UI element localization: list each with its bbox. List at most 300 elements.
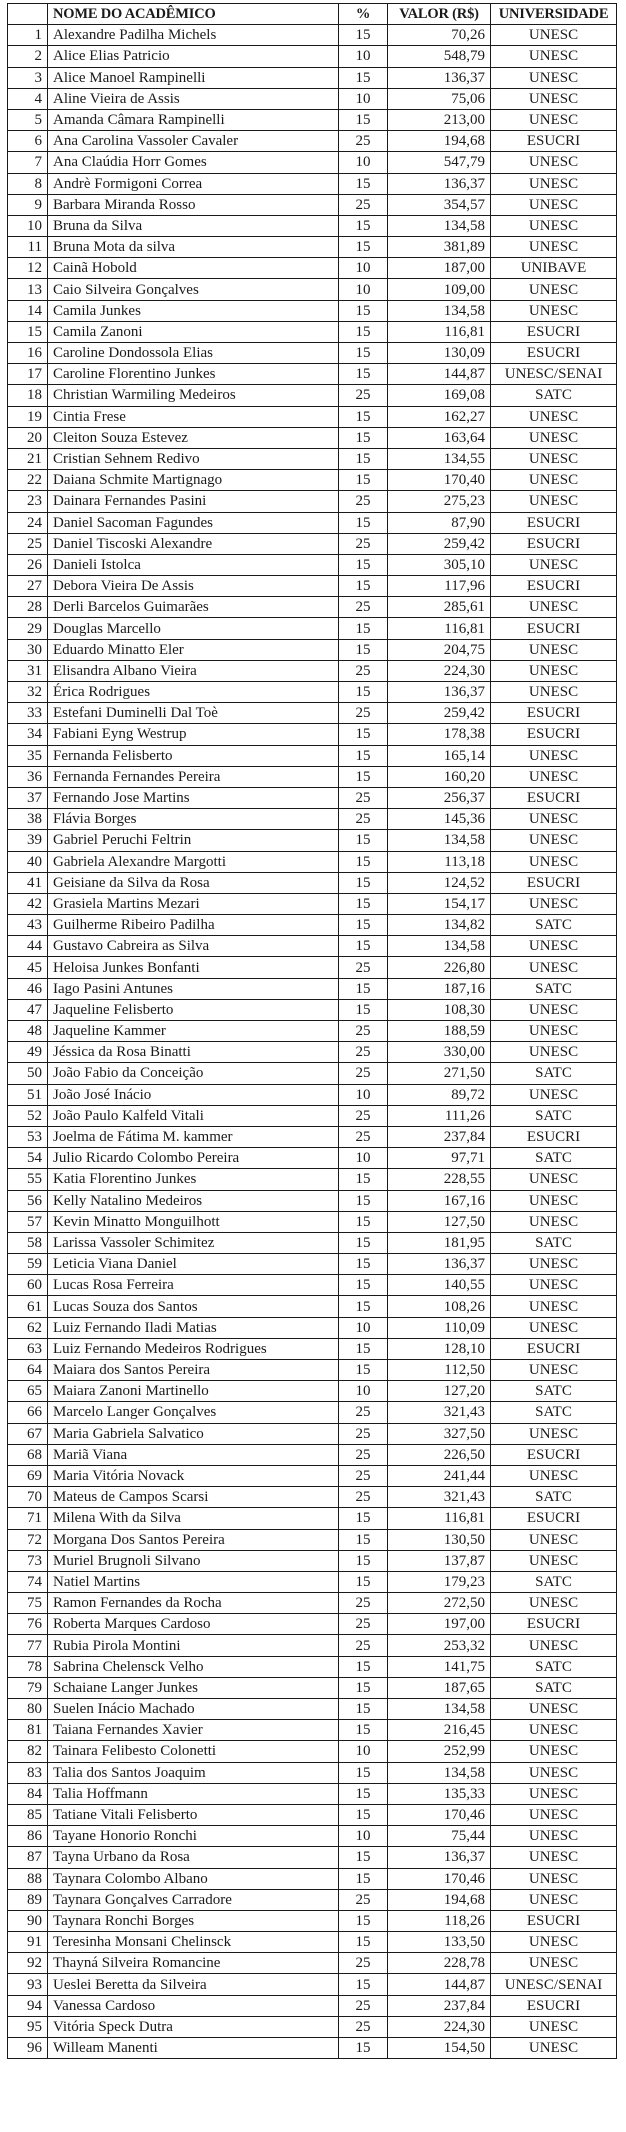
discount-percent: 25 — [339, 1889, 388, 1910]
amount-value: 144,87 — [388, 1974, 491, 1995]
student-name: Ana Claúdia Horr Gomes — [48, 152, 339, 173]
table-row — [8, 406, 617, 427]
amount-value: 118,26 — [388, 1910, 491, 1931]
university-name: UNESC — [491, 1741, 617, 1762]
amount-value: 167,16 — [388, 1190, 491, 1211]
university-name: UNESC — [491, 597, 617, 618]
row-number: 21 — [8, 448, 48, 469]
discount-percent: 15 — [339, 470, 388, 491]
table-header — [8, 4, 617, 25]
amount-value: 87,90 — [388, 512, 491, 533]
row-number: 55 — [8, 1169, 48, 1190]
discount-percent: 15 — [339, 512, 388, 533]
student-name: Lucas Souza dos Santos — [48, 1296, 339, 1317]
row-number: 20 — [8, 427, 48, 448]
discount-percent: 15 — [339, 830, 388, 851]
student-name: Maria Gabriela Salvatico — [48, 1423, 339, 1444]
university-name: UNESC — [491, 554, 617, 575]
discount-percent: 25 — [339, 787, 388, 808]
row-number: 83 — [8, 1762, 48, 1783]
university-name: ESUCRI — [491, 576, 617, 597]
discount-percent: 25 — [339, 1021, 388, 1042]
row-number: 72 — [8, 1529, 48, 1550]
student-name: Flávia Borges — [48, 809, 339, 830]
student-name: Caroline Florentino Junkes — [48, 364, 339, 385]
row-number: 16 — [8, 343, 48, 364]
student-name: Vanessa Cardoso — [48, 1995, 339, 2016]
table-row — [8, 470, 617, 491]
discount-percent: 25 — [339, 660, 388, 681]
university-name: UNESC — [491, 957, 617, 978]
amount-value: 188,59 — [388, 1021, 491, 1042]
university-name: UNESC — [491, 491, 617, 512]
student-name: Ramon Fernandes da Rocha — [48, 1593, 339, 1614]
discount-percent: 25 — [339, 1105, 388, 1126]
amount-value: 113,18 — [388, 851, 491, 872]
university-name: UNESC — [491, 427, 617, 448]
discount-percent: 10 — [339, 1148, 388, 1169]
table-row — [8, 1487, 617, 1508]
amount-value: 130,50 — [388, 1529, 491, 1550]
student-name: Teresinha Monsani Chelinsck — [48, 1932, 339, 1953]
amount-value: 145,36 — [388, 809, 491, 830]
discount-percent: 15 — [339, 1974, 388, 1995]
student-name: Taiana Fernandes Xavier — [48, 1720, 339, 1741]
student-name: Roberta Marques Cardoso — [48, 1614, 339, 1635]
table-row — [8, 809, 617, 830]
amount-value: 194,68 — [388, 131, 491, 152]
student-name: Érica Rodrigues — [48, 682, 339, 703]
row-number: 60 — [8, 1275, 48, 1296]
student-name: Suelen Inácio Machado — [48, 1699, 339, 1720]
table-row — [8, 1211, 617, 1232]
university-name: UNESC — [491, 1868, 617, 1889]
row-number: 66 — [8, 1402, 48, 1423]
university-name: ESUCRI — [491, 1614, 617, 1635]
row-number: 68 — [8, 1444, 48, 1465]
university-name: UNESC — [491, 1635, 617, 1656]
student-name: Fernanda Felisberto — [48, 745, 339, 766]
student-name: Ueslei Beretta da Silveira — [48, 1974, 339, 1995]
discount-percent: 25 — [339, 131, 388, 152]
discount-percent: 15 — [339, 1677, 388, 1698]
table-row — [8, 1063, 617, 1084]
discount-percent: 15 — [339, 406, 388, 427]
student-name: Fabiani Eyng Westrup — [48, 724, 339, 745]
amount-value: 321,43 — [388, 1487, 491, 1508]
university-name: UNESC — [491, 237, 617, 258]
student-name: Aline Vieira de Assis — [48, 88, 339, 109]
amount-value: 127,20 — [388, 1381, 491, 1402]
university-name: UNESC — [491, 279, 617, 300]
university-name: UNESC — [491, 1211, 617, 1232]
row-number: 70 — [8, 1487, 48, 1508]
table-row — [8, 1741, 617, 1762]
student-name: Tainara Felibesto Colonetti — [48, 1741, 339, 1762]
table-row — [8, 1995, 617, 2016]
header-university: UNIVERSIDADE — [491, 4, 617, 25]
discount-percent: 15 — [339, 576, 388, 597]
table-row — [8, 1360, 617, 1381]
discount-percent: 15 — [339, 1910, 388, 1931]
row-number: 62 — [8, 1317, 48, 1338]
student-name: Maiara dos Santos Pereira — [48, 1360, 339, 1381]
discount-percent: 15 — [339, 893, 388, 914]
table-row — [8, 1465, 617, 1486]
amount-value: 170,40 — [388, 470, 491, 491]
amount-value: 354,57 — [388, 194, 491, 215]
student-name: Iago Pasini Antunes — [48, 978, 339, 999]
table-row — [8, 1953, 617, 1974]
discount-percent: 25 — [339, 385, 388, 406]
discount-percent: 15 — [339, 936, 388, 957]
amount-value: 163,64 — [388, 427, 491, 448]
student-name: Estefani Duminelli Dal Toè — [48, 703, 339, 724]
student-name: João Paulo Kalfeld Vitali — [48, 1105, 339, 1126]
row-number: 85 — [8, 1804, 48, 1825]
table-row — [8, 660, 617, 681]
university-name: UNESC — [491, 1423, 617, 1444]
row-number: 80 — [8, 1699, 48, 1720]
student-name: Thayná Silveira Romancine — [48, 1953, 339, 1974]
discount-percent: 15 — [339, 554, 388, 575]
row-number: 51 — [8, 1084, 48, 1105]
university-name: UNESC — [491, 448, 617, 469]
table-row — [8, 1593, 617, 1614]
row-number: 52 — [8, 1105, 48, 1126]
row-number: 11 — [8, 237, 48, 258]
table-row — [8, 1402, 617, 1423]
row-number: 91 — [8, 1932, 48, 1953]
university-name: UNESC — [491, 1826, 617, 1847]
university-name: ESUCRI — [491, 1444, 617, 1465]
discount-percent: 25 — [339, 1042, 388, 1063]
student-name: Bruna da Silva — [48, 215, 339, 236]
table-row — [8, 1826, 617, 1847]
university-name: UNESC — [491, 1021, 617, 1042]
student-name: Sabrina Chelensck Velho — [48, 1656, 339, 1677]
university-name: UNESC — [491, 999, 617, 1020]
discount-percent: 25 — [339, 1402, 388, 1423]
amount-value: 134,58 — [388, 1699, 491, 1720]
row-number: 90 — [8, 1910, 48, 1931]
row-number: 61 — [8, 1296, 48, 1317]
student-name: Rubia Pirola Montini — [48, 1635, 339, 1656]
university-name: UNESC — [491, 682, 617, 703]
discount-percent: 25 — [339, 1593, 388, 1614]
university-name: UNESC — [491, 745, 617, 766]
student-name: Talia Hoffmann — [48, 1783, 339, 1804]
row-number: 53 — [8, 1126, 48, 1147]
amount-value: 170,46 — [388, 1804, 491, 1825]
discount-percent: 25 — [339, 1953, 388, 1974]
student-name: Schaiane Langer Junkes — [48, 1677, 339, 1698]
table-row — [8, 533, 617, 554]
table-body — [8, 25, 617, 2059]
student-name: Jéssica da Rosa Binatti — [48, 1042, 339, 1063]
table-row — [8, 1932, 617, 1953]
row-number: 40 — [8, 851, 48, 872]
discount-percent: 25 — [339, 957, 388, 978]
discount-percent: 15 — [339, 1169, 388, 1190]
amount-value: 109,00 — [388, 279, 491, 300]
discount-percent: 15 — [339, 1190, 388, 1211]
discount-percent: 10 — [339, 152, 388, 173]
university-name: ESUCRI — [491, 1995, 617, 2016]
student-name: Larissa Vassoler Schimitez — [48, 1232, 339, 1253]
table-row — [8, 385, 617, 406]
table-row — [8, 936, 617, 957]
row-number: 86 — [8, 1826, 48, 1847]
student-name: Natiel Martins — [48, 1571, 339, 1592]
row-number: 34 — [8, 724, 48, 745]
table-row — [8, 46, 617, 67]
table-row — [8, 1190, 617, 1211]
amount-value: 181,95 — [388, 1232, 491, 1253]
amount-value: 144,87 — [388, 364, 491, 385]
university-name: UNIBAVE — [491, 258, 617, 279]
amount-value: 187,65 — [388, 1677, 491, 1698]
amount-value: 275,23 — [388, 491, 491, 512]
row-number: 39 — [8, 830, 48, 851]
student-name: Danieli Istolca — [48, 554, 339, 575]
amount-value: 237,84 — [388, 1995, 491, 2016]
university-name: ESUCRI — [491, 787, 617, 808]
amount-value: 272,50 — [388, 1593, 491, 1614]
amount-value: 237,84 — [388, 1126, 491, 1147]
discount-percent: 15 — [339, 872, 388, 893]
amount-value: 116,81 — [388, 1508, 491, 1529]
amount-value: 204,75 — [388, 639, 491, 660]
row-number: 87 — [8, 1847, 48, 1868]
student-name: Caroline Dondossola Elias — [48, 343, 339, 364]
row-number: 64 — [8, 1360, 48, 1381]
student-name: Taynara Ronchi Borges — [48, 1910, 339, 1931]
amount-value: 136,37 — [388, 1847, 491, 1868]
student-name: Fernanda Fernandes Pereira — [48, 766, 339, 787]
university-name: SATC — [491, 1402, 617, 1423]
university-name: UNESC — [491, 406, 617, 427]
amount-value: 259,42 — [388, 533, 491, 554]
row-number: 7 — [8, 152, 48, 173]
row-number: 5 — [8, 109, 48, 130]
discount-percent: 15 — [339, 1699, 388, 1720]
row-number: 32 — [8, 682, 48, 703]
row-number: 28 — [8, 597, 48, 618]
discount-percent: 25 — [339, 1126, 388, 1147]
amount-value: 70,26 — [388, 25, 491, 46]
row-number: 96 — [8, 2038, 48, 2059]
amount-value: 130,09 — [388, 343, 491, 364]
table-row — [8, 1783, 617, 1804]
student-name: Ana Carolina Vassoler Cavaler — [48, 131, 339, 152]
row-number: 67 — [8, 1423, 48, 1444]
student-name: Kevin Minatto Monguilhott — [48, 1211, 339, 1232]
university-name: UNESC — [491, 1889, 617, 1910]
university-name: UNESC — [491, 470, 617, 491]
student-name: Katia Florentino Junkes — [48, 1169, 339, 1190]
row-number: 49 — [8, 1042, 48, 1063]
discount-percent: 15 — [339, 300, 388, 321]
university-name: UNESC — [491, 215, 617, 236]
table-row — [8, 1126, 617, 1147]
discount-percent: 15 — [339, 364, 388, 385]
amount-value: 110,09 — [388, 1317, 491, 1338]
student-name: Jaqueline Felisberto — [48, 999, 339, 1020]
row-number: 24 — [8, 512, 48, 533]
row-number: 47 — [8, 999, 48, 1020]
discount-percent: 15 — [339, 745, 388, 766]
row-number: 1 — [8, 25, 48, 46]
university-name: ESUCRI — [491, 1338, 617, 1359]
row-number: 27 — [8, 576, 48, 597]
amount-value: 128,10 — [388, 1338, 491, 1359]
university-name: SATC — [491, 1677, 617, 1698]
university-name: UNESC — [491, 1550, 617, 1571]
amount-value: 170,46 — [388, 1868, 491, 1889]
row-number: 41 — [8, 872, 48, 893]
row-number: 50 — [8, 1063, 48, 1084]
amount-value: 136,37 — [388, 682, 491, 703]
row-number: 92 — [8, 1953, 48, 1974]
row-number: 10 — [8, 215, 48, 236]
amount-value: 111,26 — [388, 1105, 491, 1126]
student-name: Daniel Tiscoski Alexandre — [48, 533, 339, 554]
table-row — [8, 194, 617, 215]
amount-value: 194,68 — [388, 1889, 491, 1910]
university-name: UNESC — [491, 2038, 617, 2059]
university-name: UNESC/SENAI — [491, 1974, 617, 1995]
student-name: Tayna Urbano da Rosa — [48, 1847, 339, 1868]
table-row — [8, 512, 617, 533]
table-row — [8, 1762, 617, 1783]
amount-value: 133,50 — [388, 1932, 491, 1953]
row-number: 46 — [8, 978, 48, 999]
amount-value: 127,50 — [388, 1211, 491, 1232]
university-name: UNESC — [491, 109, 617, 130]
student-name: Kelly Natalino Medeiros — [48, 1190, 339, 1211]
student-name: Elisandra Albano Vieira — [48, 660, 339, 681]
amount-value: 124,52 — [388, 872, 491, 893]
row-number: 42 — [8, 893, 48, 914]
discount-percent: 25 — [339, 1487, 388, 1508]
table-row — [8, 25, 617, 46]
discount-percent: 15 — [339, 109, 388, 130]
discount-percent: 10 — [339, 1084, 388, 1105]
row-number: 17 — [8, 364, 48, 385]
amount-value: 154,17 — [388, 893, 491, 914]
header-student-name: NOME DO ACADÊMICO — [48, 4, 339, 25]
university-name: UNESC — [491, 1699, 617, 1720]
row-number: 88 — [8, 1868, 48, 1889]
table-row — [8, 88, 617, 109]
university-name: SATC — [491, 1063, 617, 1084]
discount-percent: 25 — [339, 703, 388, 724]
row-number: 84 — [8, 1783, 48, 1804]
discount-percent: 15 — [339, 999, 388, 1020]
university-name: UNESC — [491, 1169, 617, 1190]
amount-value: 97,71 — [388, 1148, 491, 1169]
university-name: UNESC — [491, 1847, 617, 1868]
student-name: Milena With da Silva — [48, 1508, 339, 1529]
discount-percent: 10 — [339, 88, 388, 109]
table-row — [8, 237, 617, 258]
discount-percent: 15 — [339, 1508, 388, 1529]
student-name: Gustavo Cabreira as Silva — [48, 936, 339, 957]
university-name: UNESC — [491, 893, 617, 914]
table-row — [8, 554, 617, 575]
amount-value: 134,82 — [388, 915, 491, 936]
amount-value: 187,16 — [388, 978, 491, 999]
table-row — [8, 893, 617, 914]
discount-percent: 15 — [339, 915, 388, 936]
discount-percent: 15 — [339, 1296, 388, 1317]
discount-percent: 15 — [339, 978, 388, 999]
amount-value: 241,44 — [388, 1465, 491, 1486]
discount-percent: 25 — [339, 1995, 388, 2016]
amount-value: 134,58 — [388, 1762, 491, 1783]
table-row — [8, 1275, 617, 1296]
amount-value: 136,37 — [388, 1254, 491, 1275]
discount-percent: 25 — [339, 491, 388, 512]
amount-value: 226,50 — [388, 1444, 491, 1465]
row-number: 59 — [8, 1254, 48, 1275]
discount-percent: 15 — [339, 1932, 388, 1953]
table-row — [8, 2038, 617, 2059]
amount-value: 135,33 — [388, 1783, 491, 1804]
amount-value: 548,79 — [388, 46, 491, 67]
university-name: UNESC — [491, 1296, 617, 1317]
row-number: 94 — [8, 1995, 48, 2016]
university-name: ESUCRI — [491, 533, 617, 554]
amount-value: 178,38 — [388, 724, 491, 745]
amount-value: 75,06 — [388, 88, 491, 109]
discount-percent: 25 — [339, 1423, 388, 1444]
row-number: 22 — [8, 470, 48, 491]
amount-value: 224,30 — [388, 660, 491, 681]
discount-percent: 25 — [339, 809, 388, 830]
table-row — [8, 215, 617, 236]
table-row — [8, 321, 617, 342]
row-number: 2 — [8, 46, 48, 67]
university-name: UNESC — [491, 660, 617, 681]
table-row — [8, 639, 617, 660]
student-name: Cristian Sehnem Redivo — [48, 448, 339, 469]
discount-percent: 25 — [339, 533, 388, 554]
table-row — [8, 1847, 617, 1868]
row-number: 89 — [8, 1889, 48, 1910]
row-number: 78 — [8, 1656, 48, 1677]
student-name: Andrè Formigoni Correa — [48, 173, 339, 194]
table-row — [8, 1042, 617, 1063]
row-number: 71 — [8, 1508, 48, 1529]
amount-value: 134,55 — [388, 448, 491, 469]
table-row — [8, 1338, 617, 1359]
discount-percent: 15 — [339, 1254, 388, 1275]
student-name: Vitória Speck Dutra — [48, 2016, 339, 2037]
row-number: 74 — [8, 1571, 48, 1592]
discount-percent: 10 — [339, 1381, 388, 1402]
amount-value: 116,81 — [388, 321, 491, 342]
amount-value: 228,78 — [388, 1953, 491, 1974]
university-name: UNESC — [491, 766, 617, 787]
row-number: 6 — [8, 131, 48, 152]
table-row — [8, 491, 617, 512]
discount-percent: 10 — [339, 258, 388, 279]
table-row — [8, 745, 617, 766]
discount-percent: 15 — [339, 1762, 388, 1783]
amount-value: 136,37 — [388, 173, 491, 194]
